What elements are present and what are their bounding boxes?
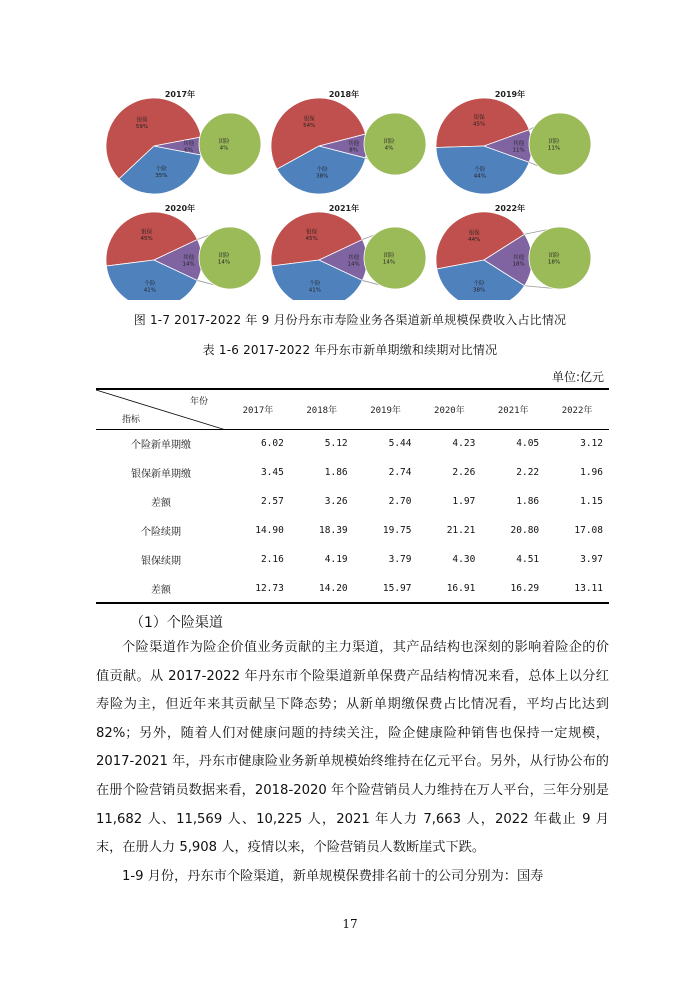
cell-value: 3.79: [388, 554, 412, 565]
group-pct-label: 11%: [547, 145, 561, 152]
pie-slice-group: [364, 227, 426, 289]
row-label: 个险续期: [141, 527, 181, 538]
body-paragraph-1: 个险渠道作为险企价值业务贡献的主力渠道，其产品结构也深刻的影响着险企的价值贡献。从 2017-2022 年丹东市个险渠道新单保费产品结构情况来看，总体上以分红寿险为主，但近年来其贡献呈下降态势；从新单期缴保费占比情况看，平均占比达到 82%；另外，随着人们对健康问题的持续关注，险企健康险种销售也保持一定规模，2017-2021 年，丹东市健康险业务新单规模始终维持在亿元平台。另外，从行协公布的在册个险营销员数据来看，2018-2020 年个险营销员人力维持在万人平台，三年分别是 11,682 人、11,569 人、10,225 人，2021 年人力 7,663 人，2022 年截止 9 月末，在册人力 5,908 人，疫情以来，个险营销员人数断崖式下跌。: [96, 640, 609, 856]
cell-value: 19.75: [382, 525, 412, 536]
cell-value: 2.16: [260, 554, 284, 565]
slice-pct-label: 45%: [140, 236, 153, 243]
year-header: 2020年: [434, 405, 465, 416]
cell-value: 3.26: [324, 496, 348, 507]
group-pct-label: 14%: [217, 259, 231, 266]
slice-name-label: 银保: [468, 230, 480, 237]
cell-value: 2.22: [516, 467, 540, 478]
table-header-row: [96, 389, 609, 429]
pie-slice-group: [364, 113, 426, 175]
cell-value: 12.73: [255, 582, 284, 594]
cell-value: 21.21: [446, 525, 476, 536]
year-header: 2019年: [370, 405, 401, 416]
pie-title-2021: 2021年: [328, 204, 360, 213]
row-label: 银保新单期缴: [131, 469, 191, 480]
cell-value: 4.30: [452, 554, 476, 565]
cell-value: 14.90: [255, 525, 284, 536]
slice-pct-label: 38%: [316, 173, 329, 180]
table-row: [96, 487, 609, 516]
cell-value: 14.20: [319, 582, 348, 594]
slice-pct-label: 54%: [303, 123, 316, 129]
body-paragraph-2: 1-9 月份，丹东市个险渠道，新单规模保费排名前十的公司分别为：国寿: [122, 869, 544, 884]
slice-name-label: 个险: [316, 167, 328, 174]
pie-title-2022: 2022年: [494, 204, 526, 213]
cell-value: 13.11: [574, 582, 603, 594]
year-header: 2017年: [242, 405, 274, 416]
slice-pct-label: 14%: [182, 261, 195, 268]
cell-value: 2.70: [388, 496, 412, 507]
cell-value: 1.96: [580, 467, 603, 478]
slice-pct-label: 45%: [305, 236, 318, 243]
slice-name-label: 个险: [155, 166, 167, 173]
slice-pct-label: 44%: [473, 173, 487, 180]
group-pct-label: 14%: [382, 259, 396, 266]
slice-name-label: 个险: [144, 281, 156, 288]
year-header: 2021年: [497, 405, 529, 416]
cell-value: 4.19: [324, 554, 348, 565]
year-header: 2018年: [306, 405, 338, 416]
group-name-label: 团险: [548, 253, 560, 259]
cell-value: 3.45: [260, 467, 284, 478]
pie-slice-group: [199, 227, 261, 289]
slice-name-label: 其他: [348, 141, 360, 147]
slice-name-label: 银保: [136, 117, 148, 124]
pie-slice-group: [529, 227, 591, 289]
cell-value: 4.23: [452, 438, 476, 450]
group-name-label: 团险: [218, 139, 230, 145]
slice-pct-label: 45%: [472, 121, 486, 128]
slice-pct-label: 59%: [135, 124, 149, 130]
slice-name-label: 个险: [309, 281, 321, 288]
slice-pct-label: 44%: [468, 237, 481, 243]
slice-pct-label: 6%: [184, 147, 193, 154]
cell-value: 2.26: [452, 467, 476, 478]
slice-name-label: 银保: [473, 115, 485, 122]
row-label: 银保续期: [141, 556, 181, 567]
header-year-label: 年份: [189, 397, 208, 407]
pie-title-2019: 2019年: [494, 90, 526, 99]
figure-caption: 图 1-7 2017-2022 年 9 月份丹东市寿险业务各渠道新单规模保费收入占比情况: [133, 313, 567, 327]
slice-name-label: 其他: [513, 255, 525, 261]
cell-value: 2.74: [388, 467, 412, 478]
pie-of-pie-charts: [0, 0, 700, 300]
group-pct-label: 4%: [219, 145, 229, 152]
pie-title-2017: 2017年: [164, 90, 196, 99]
row-label: 个险新单期缴: [131, 440, 191, 452]
diagonal-header-cell: [96, 389, 226, 429]
slice-name-label: 银保: [306, 229, 318, 236]
section-heading: （1）个险渠道: [130, 615, 223, 631]
slice-pct-label: 41%: [143, 287, 157, 294]
cell-value: 4.51: [516, 554, 540, 565]
pie-title-2018: 2018年: [328, 90, 360, 99]
slice-pct-label: 14%: [347, 261, 360, 268]
row-label: 差额: [151, 584, 171, 596]
cell-value: 1.86: [516, 496, 540, 507]
cell-value: 20.80: [510, 525, 540, 536]
cell-value: 3.97: [580, 554, 603, 565]
group-name-label: 团险: [218, 253, 230, 259]
slice-name-label: 其他: [183, 141, 195, 147]
slice-name-label: 其他: [513, 141, 525, 147]
group-name-label: 团险: [548, 139, 560, 145]
cell-value: 18.39: [319, 525, 348, 536]
cell-value: 4.05: [516, 438, 540, 450]
cell-value: 1.15: [580, 496, 603, 507]
table-unit: 单位:亿元: [551, 370, 604, 384]
slice-name-label: 个险: [474, 167, 486, 174]
table-row: [96, 516, 609, 545]
slice-pct-label: 8%: [349, 147, 358, 154]
group-name-label: 团险: [383, 253, 395, 259]
cell-value: 2.57: [260, 496, 284, 507]
table-row: [96, 429, 609, 458]
cell-value: 6.02: [260, 438, 284, 450]
slice-name-label: 银保: [303, 116, 315, 123]
group-pct-label: 18%: [547, 259, 561, 266]
cell-value: 16.29: [510, 582, 540, 594]
slice-name-label: 其他: [183, 255, 195, 261]
slice-name-label: 银保: [141, 229, 153, 236]
cell-value: 15.97: [382, 582, 412, 594]
pie-slice-group: [199, 113, 261, 175]
table-row: [96, 458, 609, 487]
slice-pct-label: 41%: [308, 287, 322, 294]
slice-name-label: 个险: [473, 280, 485, 287]
slice-pct-label: 11%: [512, 147, 525, 154]
cell-value: 5.44: [388, 438, 412, 450]
table-caption: 表 1-6 2017-2022 年丹东市新单期缴和续期对比情况: [202, 343, 498, 357]
page-number: 17: [342, 917, 358, 931]
group-name-label: 团险: [383, 139, 395, 145]
slice-pct-label: 38%: [472, 287, 486, 294]
slice-pct-label: 35%: [155, 172, 168, 179]
table-row: [96, 545, 609, 574]
cell-value: 17.08: [574, 525, 603, 536]
header-indicator-label: 指标: [122, 414, 141, 425]
slice-pct-label: 18%: [512, 261, 525, 268]
group-pct-label: 4%: [384, 145, 394, 152]
pie-slice-group: [529, 113, 591, 175]
slice-name-label: 其他: [348, 255, 360, 261]
cell-value: 16.91: [446, 582, 476, 594]
cell-value: 1.86: [324, 467, 348, 478]
comparison-table: [96, 388, 609, 604]
cell-value: 3.12: [580, 438, 603, 450]
cell-value: 5.12: [324, 438, 348, 450]
cell-value: 1.97: [452, 496, 476, 507]
year-header: 2022年: [561, 405, 593, 416]
pie-title-2020: 2020年: [164, 204, 196, 213]
table-row: [96, 574, 609, 603]
row-label: 差额: [151, 498, 171, 509]
